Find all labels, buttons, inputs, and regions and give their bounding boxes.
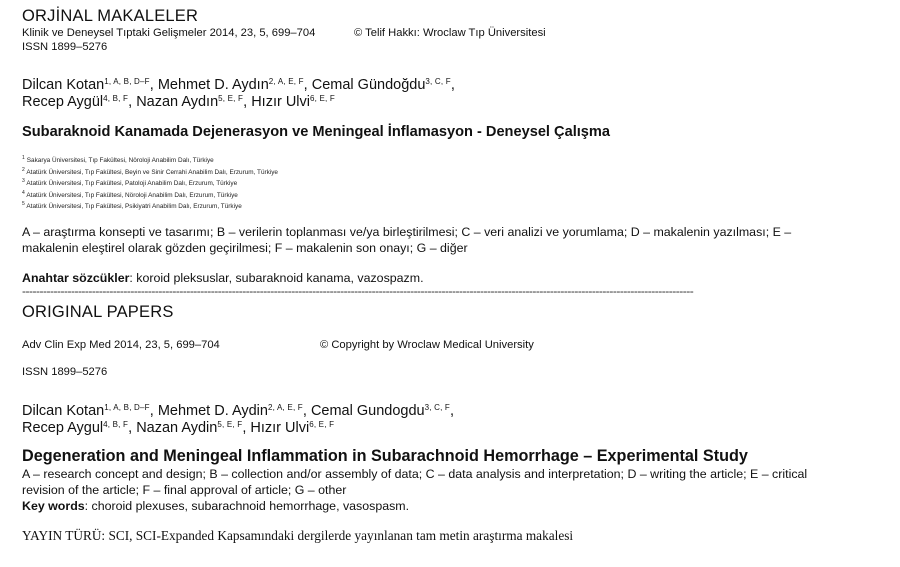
author-separator: , [128,420,137,436]
author-affil-marker: 2, A, E, F [267,403,303,412]
keywords-label: Key words [22,499,85,513]
tr-section-header: ORJİNAL MAKALELER [22,7,199,25]
affiliation-number: 2 [22,166,25,173]
tr-issn: ISSN 1899–5276 [22,41,108,53]
author-separator: , [149,77,158,93]
author-separator: , [303,77,312,93]
author-name: Nazan Aydin [136,420,218,436]
author-separator: , [243,94,252,110]
en-journal-line: Adv Clin Exp Med 2014, 23, 5, 699–704 [22,339,220,351]
en-issn: ISSN 1899–5276 [22,366,108,378]
affiliation-item [22,200,278,212]
affiliation-number: 4 [22,189,25,196]
en-article-title: Degeneration and Meningeal Inflammation in Subarachnoid Hemorrhage – Experimental Study [22,447,748,465]
author-name: Hızır Ulvi [250,420,310,436]
author-separator: , [128,94,137,110]
author-name: Dilcan Kotan [22,403,105,419]
tr-affiliations [22,154,278,212]
author-name: Recep Aygul [22,420,104,436]
affiliation-text: Atatürk Üniversitesi, Tıp Fakültesi, Beyin ve Sinir Cerrahi Anabilim Dalı, Erzurum, Türkiye [26,168,278,176]
affiliation-item [22,177,278,189]
affiliation-number: 5 [22,201,25,208]
affiliation-text: Atatürk Üniversitesi, Tıp Fakültesi, Nöroloji Anabilim Dalı, Erzurum, Türkiye [26,191,238,199]
tr-journal-line: Klinik ve Deneysel Tıptaki Gelişmeler 2014, 23, 5, 699–704 [22,27,316,39]
author-affil-marker: 1, A, B, D–F [104,77,150,86]
keywords-text: : koroid pleksuslar, subaraknoid kanama, vazospazm. [129,271,424,285]
affiliation-number: 1 [22,155,25,161]
author-name: Nazan Aydın [136,94,219,110]
affiliation-item [22,189,278,201]
author-name: Mehmet D. Aydın [157,77,269,93]
en-contribution-line-2: revision of the article; F – final approval of article; G – other [22,483,347,497]
author-separator: , [450,77,455,93]
en-keywords [22,498,409,514]
en-section-header: ORIGINAL PAPERS [22,303,174,321]
tr-authors-line-2 [22,90,335,111]
author-affil-marker: 5, E, F [217,420,243,429]
author-affil-marker: 5, E, F [218,94,244,103]
affiliation-text: Sakarya Üniversitesi, Tıp Fakültesi, Nöroloji Anabilim Dalı, Türkiye [26,157,214,164]
en-contribution-line-1: A – research concept and design; B – collection and/or assembly of data; C – data analysis and interpretation; D – writing the article; E – critical [22,467,808,481]
author-separator: , [302,403,311,419]
author-affil-marker: 4, B, F [103,94,129,103]
en-authors-line-2 [22,416,334,437]
author-separator: , [450,403,455,419]
author-name: Hızır Ulvi [251,94,310,110]
keywords-label: Anahtar sözcükler [22,271,130,285]
tr-contribution-line-1: A – araştırma konsepti ve tasarımı; B – verilerin toplanması ve/ya birleştirilmesi; C – veri analizi ve yorumlama; D – makalenin yazılması; E – [22,225,792,239]
author-affil-marker: 6, E, F [309,420,335,429]
author-name: Cemal Gundogdu [310,403,425,419]
tr-contribution-line-2: makalenin eleştirel olarak gözden geçirilmesi; F – makalenin son onayı; G – diğer [22,241,468,255]
affiliation-text: Atatürk Üniversitesi, Tıp Fakültesi, Psikiyatri Anabilim Dalı, Erzurum, Türkiye [26,203,242,211]
author-name: Dilcan Kotan [22,77,105,93]
author-affil-marker: 2, A, E, F [268,77,304,86]
author-affil-marker: 3, C, F [424,403,451,412]
section-separator: ------------------------------------------------------------------------------------------------------------------------------------------------------------------------------------------------ [22,284,694,298]
en-copyright: © Copyright by Wroclaw Medical University [320,339,534,351]
publication-type: YAYIN TÜRÜ: SCI, SCI-Expanded Kapsamındaki dergilerde yayınlanan tam metin araştırma makalesi [22,528,574,543]
tr-article-title: Subaraknoid Kanamada Dejenerasyon ve Meningeal İnflamasyon - Deneysel Çalışma [22,124,611,140]
author-affil-marker: 6, E, F [310,94,335,103]
tr-copyright: © Telif Hakkı: Wroclaw Tıp Üniversitesi [354,27,546,39]
author-separator: , [149,403,158,419]
author-name: Recep Aygül [22,94,104,110]
author-name: Cemal Gündoğdu [311,77,426,93]
keywords-text: : choroid plexuses, subarachnoid hemorrhage, vasospasm. [84,499,410,513]
affiliation-item [22,166,278,178]
author-affil-marker: 4, B, F [103,420,129,429]
affiliation-number: 3 [22,178,25,185]
author-affil-marker: 1, A, B, D–F [104,403,150,412]
author-separator: , [242,420,251,436]
affiliation-text: Atatürk Üniversitesi, Tıp Fakültesi, Patoloji Anabilim Dalı, Erzurum, Türkiye [26,180,238,188]
author-affil-marker: 3, C, F [425,77,451,86]
author-name: Mehmet D. Aydin [157,403,268,419]
affiliation-item [22,154,278,166]
